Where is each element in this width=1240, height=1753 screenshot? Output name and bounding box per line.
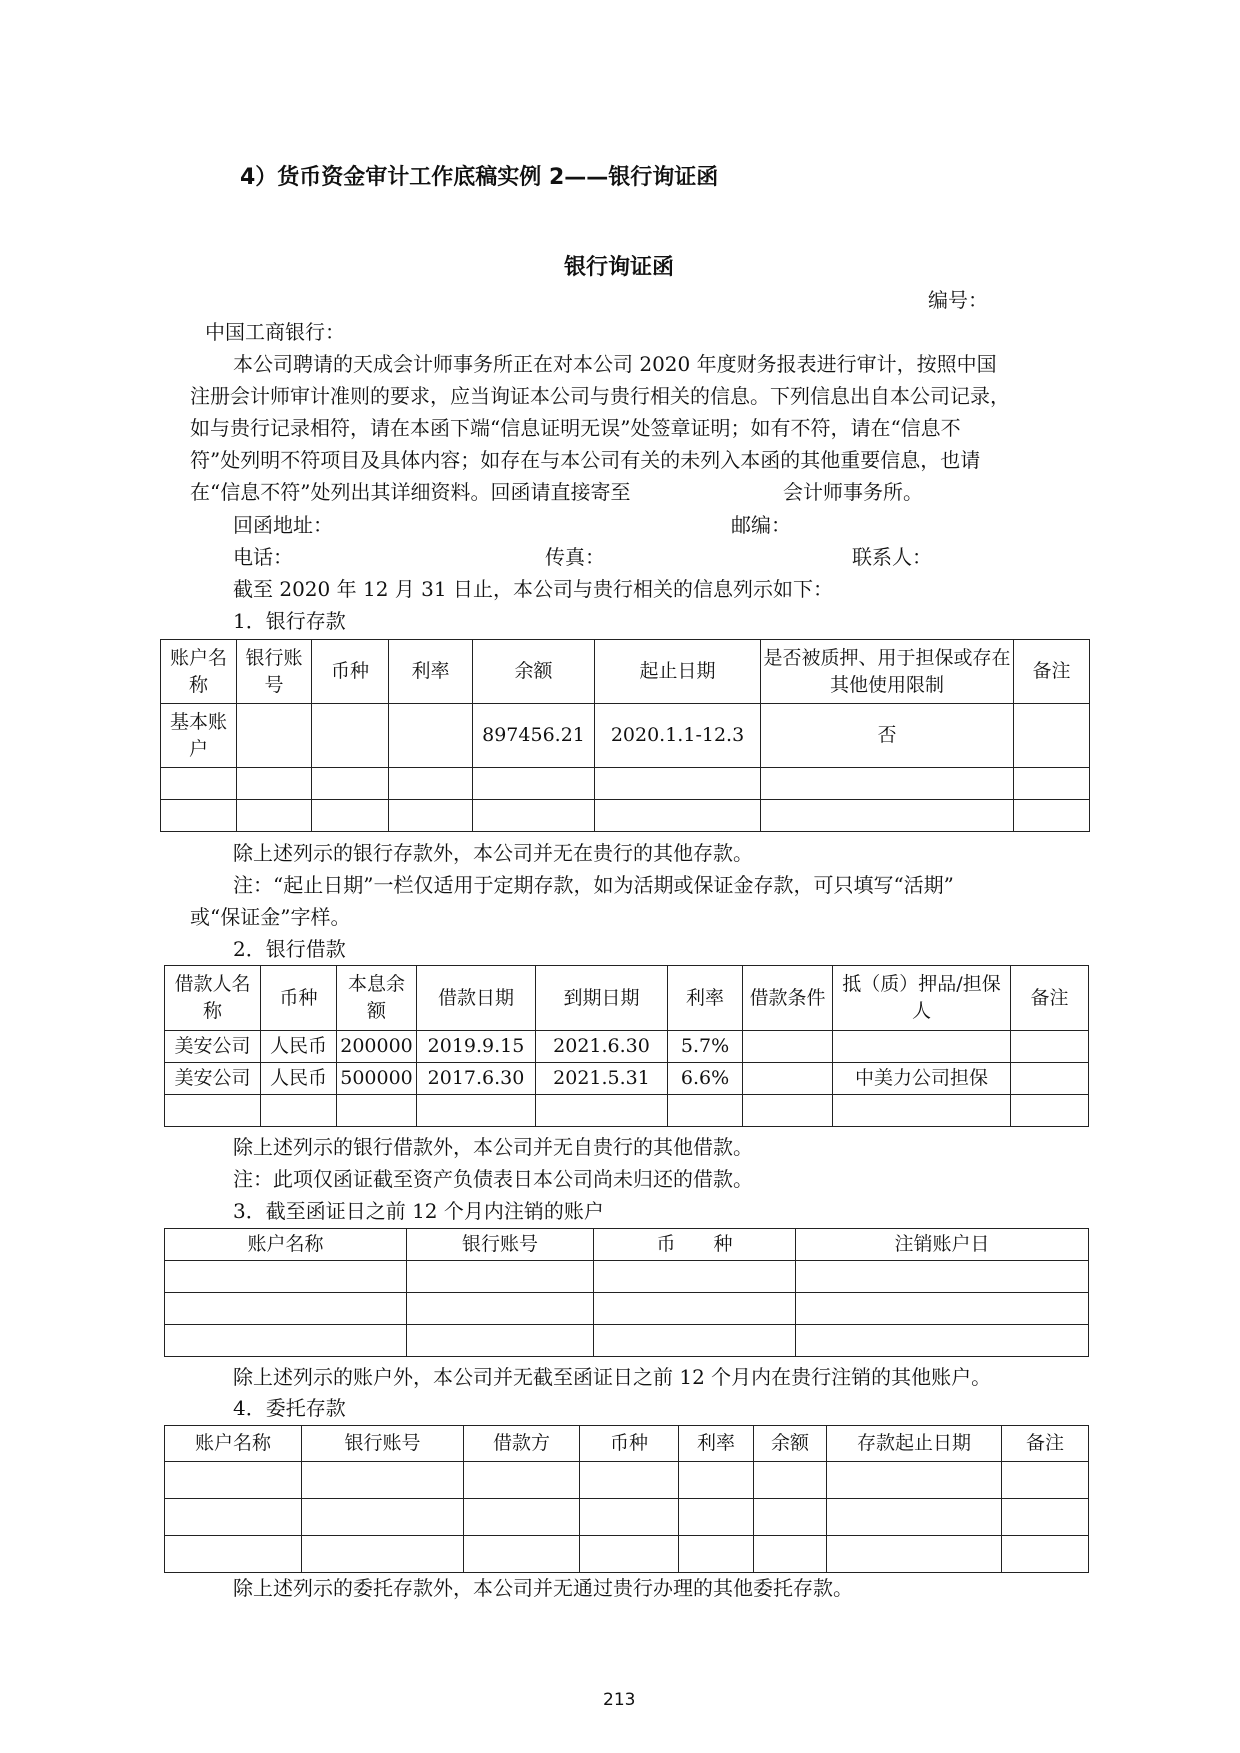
table-cell: 2020.1.1-12.3 <box>595 704 761 768</box>
table-cell <box>407 1261 594 1293</box>
header-cell: 借款方 <box>464 1426 580 1462</box>
body-line-4: 符”处列明不符项目及具体内容；如存在与本公司有关的未列入本函的其他重要信息，也请 <box>190 448 981 472</box>
table-cell <box>1011 1095 1089 1127</box>
body-line-3: 如与贵行记录相符，请在本函下端“信息证明无误”处签章证明；如有不符，请在“信息不 <box>190 416 961 440</box>
reply-address-label: 回函地址： <box>233 513 333 537</box>
table-cell: 人民币 <box>261 1063 337 1095</box>
table-cell <box>261 1095 337 1127</box>
phone-label: 电话： <box>233 545 293 569</box>
table-cell <box>580 1462 679 1499</box>
table-cell <box>165 1293 407 1325</box>
table-cell <box>1002 1499 1089 1536</box>
table-cell: 897456.21 <box>473 704 595 768</box>
table-header-row <box>165 966 1089 1031</box>
table-cell: 500000 <box>337 1063 417 1095</box>
table-cell <box>302 1499 464 1536</box>
body-line-2: 注册会计师审计准则的要求，应当询证本公司与贵行相关的信息。下列信息出自本公司记录， <box>190 384 1010 408</box>
table-cell: 中美力公司担保 <box>833 1063 1011 1095</box>
table-row <box>165 1536 1089 1573</box>
table-cell <box>754 1499 827 1536</box>
table-row <box>161 768 1090 800</box>
section-3-note-1: 除上述列示的账户外，本公司并无截至函证日之前 12 个月内在贵行注销的其他账户。 <box>233 1365 992 1389</box>
table-cell <box>1011 1031 1089 1063</box>
table-cell <box>580 1536 679 1573</box>
header-cell: 利率 <box>679 1426 754 1462</box>
header-cell: 借款人名称 <box>165 966 261 1031</box>
header-cell: 注销账户日 <box>796 1229 1089 1261</box>
header-cell: 账户名称 <box>165 1229 407 1261</box>
table-cell <box>743 1031 833 1063</box>
table-cell: 2021.5.31 <box>536 1063 668 1095</box>
header-cell: 借款日期 <box>417 966 536 1031</box>
table-cell <box>312 800 389 832</box>
table-cell <box>833 1031 1011 1063</box>
intro-line: 截至 2020 年 12 月 31 日止，本公司与贵行相关的信息列示如下： <box>233 577 833 601</box>
table-cell <box>1014 768 1090 800</box>
table-cell <box>580 1499 679 1536</box>
table-cell: 2017.6.30 <box>417 1063 536 1095</box>
bank-deposit-table <box>160 639 1090 832</box>
header-cell: 银行账号 <box>237 640 312 704</box>
table-cell <box>594 1293 796 1325</box>
header-cell: 到期日期 <box>536 966 668 1031</box>
section-2-note-2: 注：此项仅函证截至资产负债表日本公司尚未归还的借款。 <box>233 1167 753 1191</box>
section-3-title: 3．截至函证日之前 12 个月内注销的账户 <box>233 1199 604 1223</box>
section-1-note-2a: 注：“起止日期”一栏仅适用于定期存款，如为活期或保证金存款，可只填写“活期” <box>233 873 954 897</box>
table-cell <box>679 1536 754 1573</box>
table-row <box>165 1293 1089 1325</box>
table-cell <box>237 768 312 800</box>
header-cell: 备注 <box>1011 966 1089 1031</box>
table-cell <box>743 1095 833 1127</box>
table-cell <box>595 768 761 800</box>
body-line-5: 在“信息不符”处列出其详细资料。回函请直接寄至 <box>190 480 631 504</box>
table-header-row <box>165 1229 1089 1261</box>
table-cell <box>302 1536 464 1573</box>
table-cell: 否 <box>761 704 1014 768</box>
table-cell <box>165 1095 261 1127</box>
header-cell: 借款条件 <box>743 966 833 1031</box>
table-cell <box>464 1536 580 1573</box>
table-cell <box>237 800 312 832</box>
table-cell <box>473 768 595 800</box>
table-cell <box>165 1536 302 1573</box>
header-cell: 备注 <box>1002 1426 1089 1462</box>
table-cell: 5.7% <box>668 1031 743 1063</box>
table-cell <box>1002 1536 1089 1573</box>
table-cell <box>827 1499 1002 1536</box>
section-1-note-2b: 或“保证金”字样。 <box>190 905 351 929</box>
table-cell <box>743 1063 833 1095</box>
postcode-label: 邮编： <box>731 513 791 537</box>
table-cell <box>161 768 237 800</box>
section-2-note-1: 除上述列示的银行借款外，本公司并无自贵行的其他借款。 <box>233 1135 753 1159</box>
table-cell: 基本账户 <box>161 704 237 768</box>
header-cell: 币种 <box>312 640 389 704</box>
table-cell <box>1011 1063 1089 1095</box>
table-cell <box>595 800 761 832</box>
table-cell <box>389 768 473 800</box>
table-cell <box>1014 800 1090 832</box>
header-cell: 账户名称 <box>161 640 237 704</box>
header-cell: 利率 <box>668 966 743 1031</box>
table-cell <box>407 1325 594 1357</box>
fax-label: 传真： <box>545 545 605 569</box>
table-cell <box>679 1499 754 1536</box>
serial-number-label: 编号： <box>928 288 988 312</box>
table-cell <box>1002 1462 1089 1499</box>
table-row <box>161 800 1090 832</box>
header-cell: 余额 <box>473 640 595 704</box>
letter-title: 银行询证函 <box>564 255 675 280</box>
table-cell <box>417 1095 536 1127</box>
table-header-row <box>161 640 1090 704</box>
header-cell: 是否被质押、用于担保或存在其他使用限制 <box>761 640 1014 704</box>
header-cell: 银行账号 <box>302 1426 464 1462</box>
contact-person-label: 联系人： <box>852 545 932 569</box>
table-cell <box>389 800 473 832</box>
table-cell: 6.6% <box>668 1063 743 1095</box>
page-number: 213 <box>603 1690 636 1710</box>
header-cell: 本息余额 <box>337 966 417 1031</box>
table-cell <box>536 1095 668 1127</box>
body-line-6: 会计师事务所。 <box>783 480 923 504</box>
closed-accounts-table <box>164 1228 1089 1357</box>
table-cell <box>761 800 1014 832</box>
header-cell: 银行账号 <box>407 1229 594 1261</box>
table-cell: 2021.6.30 <box>536 1031 668 1063</box>
header-cell: 币 种 <box>594 1229 796 1261</box>
table-cell <box>754 1462 827 1499</box>
table-row <box>165 1499 1089 1536</box>
table-cell <box>594 1261 796 1293</box>
table-cell <box>833 1095 1011 1127</box>
section-4-note-1: 除上述列示的委托存款外，本公司并无通过贵行办理的其他委托存款。 <box>233 1576 853 1600</box>
table-row <box>165 1063 1089 1095</box>
table-cell <box>464 1462 580 1499</box>
table-cell <box>407 1293 594 1325</box>
table-header-row <box>165 1426 1089 1462</box>
body-line-1: 本公司聘请的天成会计师事务所正在对本公司 2020 年度财务报表进行审计，按照中国 <box>233 352 997 376</box>
header-cell: 币种 <box>261 966 337 1031</box>
table-cell <box>668 1095 743 1127</box>
table-cell <box>827 1462 1002 1499</box>
table-cell <box>312 768 389 800</box>
table-row <box>165 1325 1089 1357</box>
header-cell: 起止日期 <box>595 640 761 704</box>
table-cell <box>827 1536 1002 1573</box>
table-cell: 人民币 <box>261 1031 337 1063</box>
header-cell: 币种 <box>580 1426 679 1462</box>
table-cell: 美安公司 <box>165 1031 261 1063</box>
table-row <box>165 1462 1089 1499</box>
header-cell: 抵（质）押品/担保人 <box>833 966 1011 1031</box>
document-title: 4）货币资金审计工作底稿实例 2——银行询证函 <box>240 165 719 190</box>
header-cell: 备注 <box>1014 640 1090 704</box>
table-cell <box>237 704 312 768</box>
table-cell <box>165 1325 407 1357</box>
table-cell <box>473 800 595 832</box>
table-cell <box>337 1095 417 1127</box>
table-row <box>161 704 1090 768</box>
addressee: 中国工商银行： <box>205 320 345 344</box>
table-cell: 美安公司 <box>165 1063 261 1095</box>
header-cell: 存款起止日期 <box>827 1426 1002 1462</box>
table-cell <box>594 1325 796 1357</box>
table-cell <box>761 768 1014 800</box>
table-row <box>165 1261 1089 1293</box>
table-cell <box>165 1261 407 1293</box>
table-cell <box>161 800 237 832</box>
table-row <box>165 1095 1089 1127</box>
table-cell <box>165 1462 302 1499</box>
table-cell: 2019.9.15 <box>417 1031 536 1063</box>
table-cell <box>165 1499 302 1536</box>
header-cell: 账户名称 <box>165 1426 302 1462</box>
table-cell <box>389 704 473 768</box>
section-1-title: 1．银行存款 <box>233 609 346 633</box>
bank-loan-table <box>164 965 1089 1127</box>
table-cell <box>754 1536 827 1573</box>
table-cell <box>312 704 389 768</box>
entrusted-deposit-table <box>164 1425 1089 1573</box>
header-cell: 利率 <box>389 640 473 704</box>
table-cell <box>1014 704 1090 768</box>
table-cell <box>302 1462 464 1499</box>
table-cell: 200000 <box>337 1031 417 1063</box>
table-cell <box>464 1499 580 1536</box>
section-4-title: 4．委托存款 <box>233 1396 346 1420</box>
header-cell: 余额 <box>754 1426 827 1462</box>
table-cell <box>796 1325 1089 1357</box>
table-cell <box>796 1293 1089 1325</box>
section-1-note-1: 除上述列示的银行存款外，本公司并无在贵行的其他存款。 <box>233 841 753 865</box>
table-cell <box>679 1462 754 1499</box>
table-cell <box>796 1261 1089 1293</box>
section-2-title: 2．银行借款 <box>233 937 346 961</box>
table-row <box>165 1031 1089 1063</box>
